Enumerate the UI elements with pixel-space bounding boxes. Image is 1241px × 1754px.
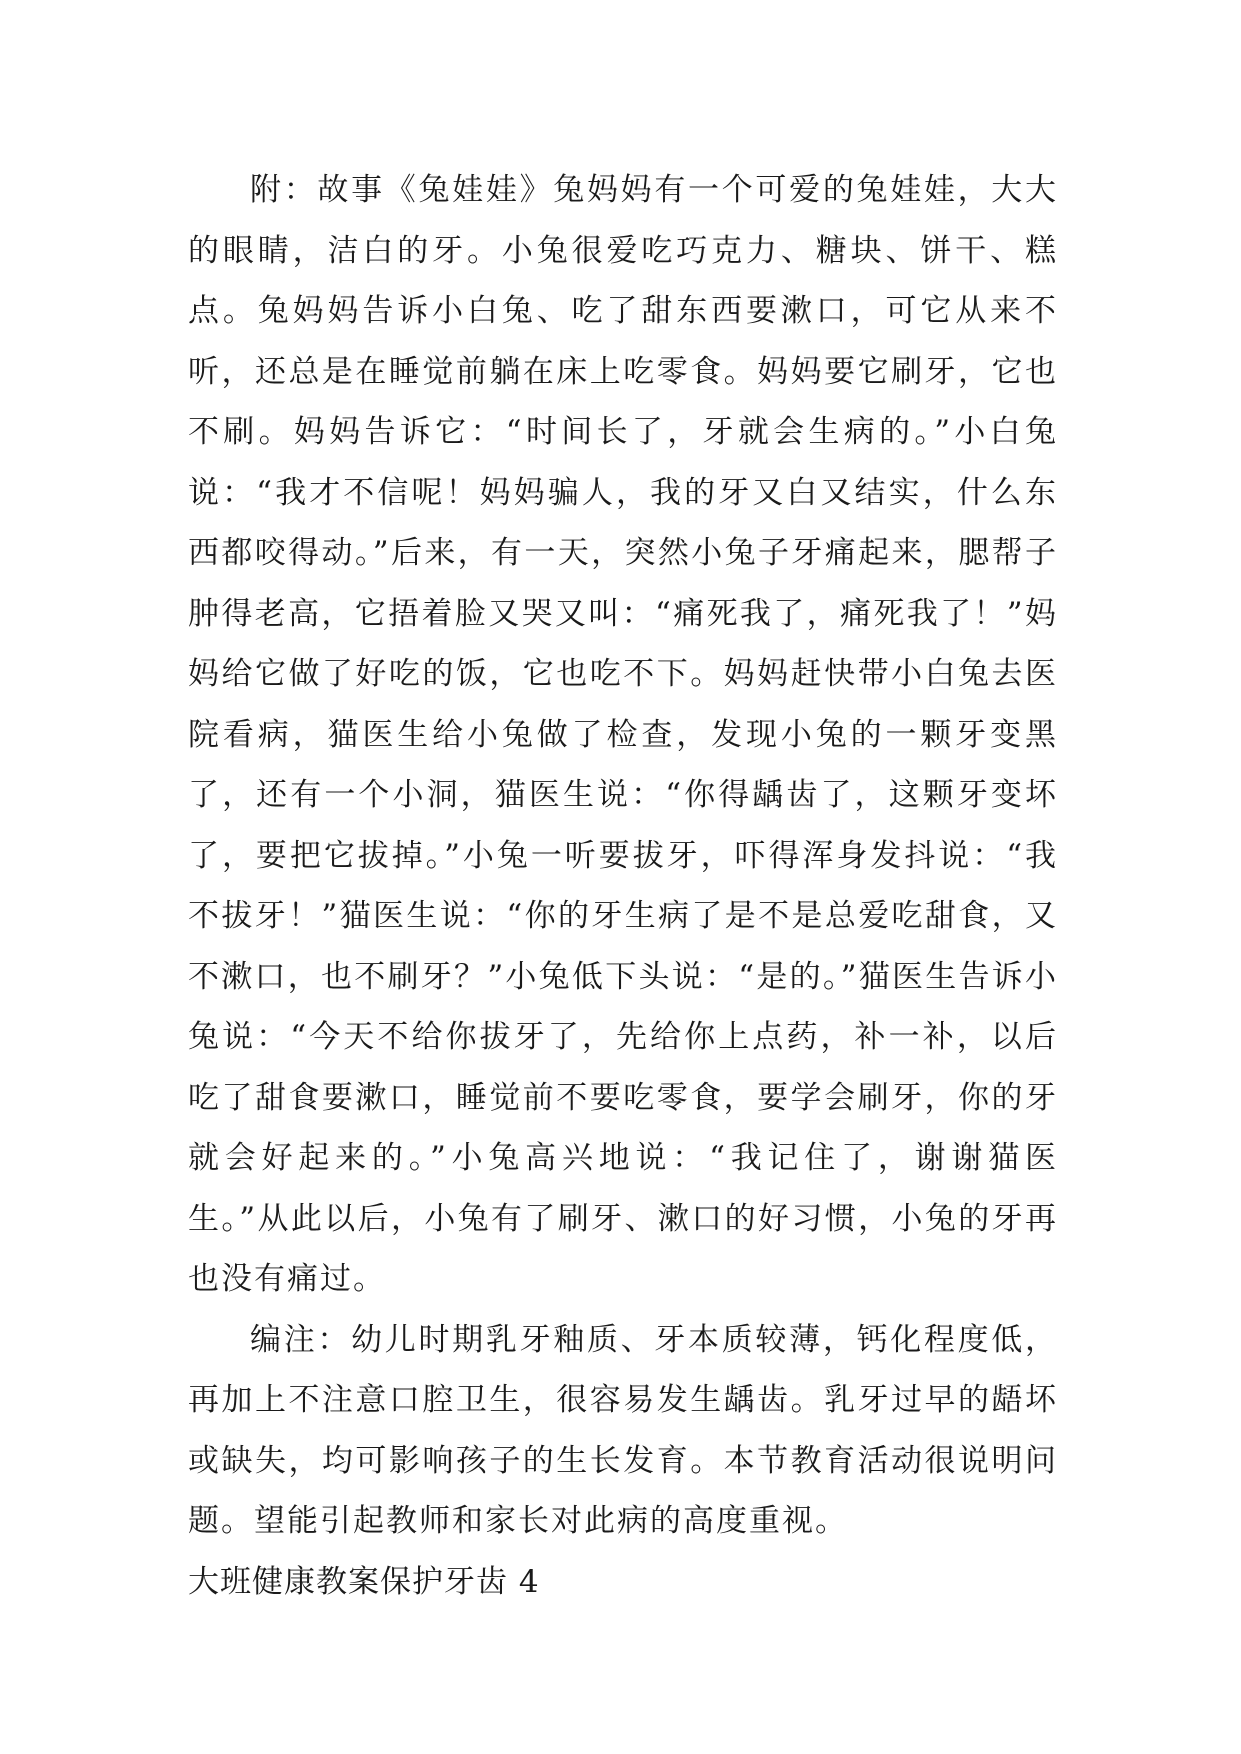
story-paragraph: 附：故事《兔娃娃》兔妈妈有一个可爱的兔娃娃，大大的眼睛，洁白的牙。小兔很爱吃巧克力、糖块、饼干、糕点。兔妈妈告诉小白兔、吃了甜东西要漱口，可它从来不听，还总是在睡觉前躺在床上吃零食。妈妈要它刷牙，它也不刷。妈妈告诉它：“时间长了，牙就会生病的。”小白兔说：“我才不信呢！妈妈骗人，我的牙又白又结实，什么东西都咬得动。”后来，有一天，突然小兔子牙痛起来，腮帮子肿得老高，它捂着脸又哭又叫：“痛死我了，痛死我了！”妈妈给它做了好吃的饭，它也吃不下。妈妈赶快带小白兔去医院看病，猫医生给小兔做了检查，发现小兔的一颗牙变黑了，还有一个小洞，猫医生说：“你得龋齿了，这颗牙变坏了，要把它拔掉。”小兔一听要拔牙，吓得浑身发抖说：“我不拔牙！”猫医生说：“你的牙生病了是不是总爱吃甜食，又不漱口，也不刷牙？”小兔低下头说：“是的。”猫医生告诉小兔说：“今天不给你拔牙了，先给你上点药，补一补，以后吃了甜食要漱口，睡觉前不要吃零食，要学会刷牙，你的牙就会好起来的。”小兔高兴地说：“我记住了，谢谢猫医生。”从此以后，小兔有了刷牙、漱口的好习惯，小兔的牙再也没有痛过。: [188, 172, 1058, 1297]
section-heading: 大班健康教案保护牙齿 4: [188, 1563, 540, 1600]
note-paragraph: 编注：幼儿时期乳牙釉质、牙本质较薄，钙化程度低，再加上不注意口腔卫生，很容易发生龋齿。乳牙过早的龉坏或缺失，均可影响孩子的生长发育。本节教育活动很说明问题。望能引起教师和家长对此病的高度重视。: [188, 1321, 1058, 1539]
document-body: [188, 160, 1058, 1612]
